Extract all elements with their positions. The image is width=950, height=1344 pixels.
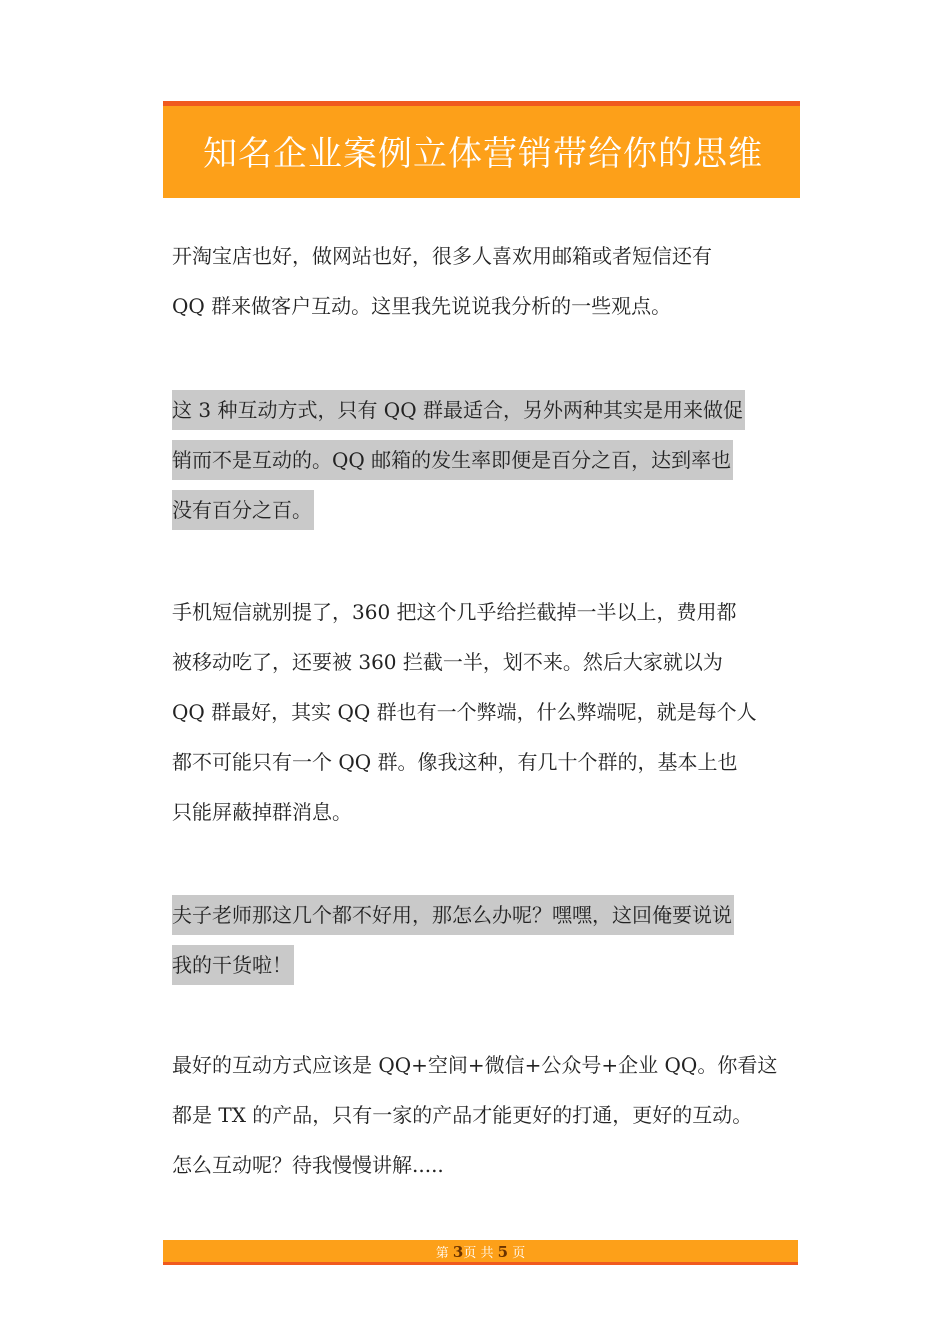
paragraph-line: 手机短信就别提了，360 把这个几乎给拦截掉一半以上，费用都 — [172, 600, 737, 624]
paragraph-line: 开淘宝店也好，做网站也好，很多人喜欢用邮箱或者短信还有 — [172, 244, 712, 268]
paragraph-line: 都是 TX 的产品，只有一家的产品才能更好的打通，更好的互动。 — [172, 1103, 753, 1127]
paragraph-line: 只能屏蔽掉群消息。 — [172, 800, 352, 824]
paragraph-line: 夫子老师那这几个都不好用，那怎么办呢？嘿嘿，这回俺要说说 — [172, 895, 734, 935]
paragraph-line: 销而不是互动的。QQ 邮箱的发生率即便是百分之百，达到率也 — [172, 440, 733, 480]
total-pages-number: 5 — [497, 1243, 509, 1261]
paragraph-line: 我的干货啦！ — [172, 945, 294, 985]
paragraph-line: QQ 群最好，其实 QQ 群也有一个弊端，什么弊端呢，就是每个人 — [172, 700, 757, 724]
paragraph-line: 都不可能只有一个 QQ 群。像我这种，有几十个群的，基本上也 — [172, 750, 738, 774]
paragraph-line: 被移动吃了，还要被 360 拦截一半，划不来。然后大家就以为 — [172, 650, 723, 674]
paragraph-line: 最好的互动方式应该是 QQ+空间+微信+公众号+企业 QQ。你看这 — [172, 1053, 778, 1077]
paragraph-line: 怎么互动呢？待我慢慢讲解..... — [172, 1153, 444, 1177]
paragraph-line: 没有百分之百。 — [172, 490, 314, 530]
footer-prefix: 第 — [435, 1246, 449, 1261]
title-banner — [163, 101, 800, 198]
paragraph-line: QQ 群来做客户互动。这里我先说说我分析的一些观点。 — [172, 294, 672, 318]
current-page-number: 3 — [452, 1243, 464, 1261]
footer-suffix: 页 — [512, 1246, 526, 1261]
page-number — [163, 1242, 798, 1261]
paragraph-line: 这 3 种互动方式，只有 QQ 群最适合，另外两种其实是用来做促 — [172, 390, 745, 430]
page-footer — [163, 1240, 798, 1265]
footer-middle: 页 共 — [463, 1246, 494, 1261]
page-title: 知名企业案例立体营销带给你的思维 — [203, 134, 763, 174]
